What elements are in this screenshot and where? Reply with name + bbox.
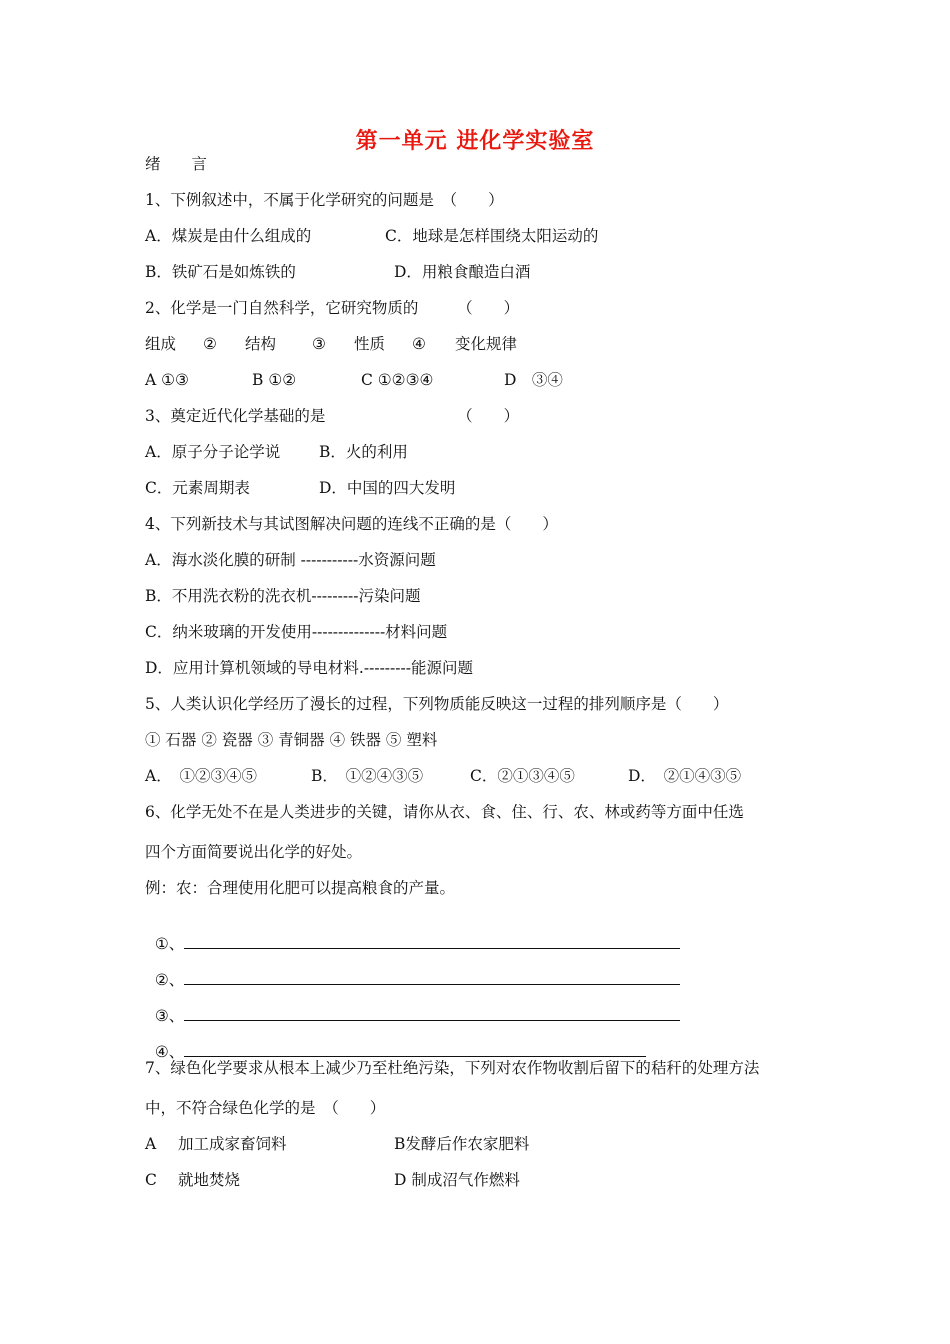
- question-5-stem: 5、人类认识化学经历了漫长的过程，下列物质能反映这一过程的排列顺序是（ ）: [145, 695, 729, 713]
- question-4-option-a: A．海水淡化膜的研制 -----------水资源问题: [145, 551, 436, 569]
- question-3-option-b: B．火的利用: [319, 443, 408, 461]
- question-7-option-b: B发酵后作农家肥料: [394, 1135, 530, 1153]
- page-title: 第一单元 进化学实验室: [355, 129, 595, 154]
- question-2-item: 性质: [354, 335, 386, 353]
- answer-line-4[interactable]: [145, 1022, 646, 1062]
- question-2-item: ④: [412, 335, 426, 353]
- question-1-option-c: C．地球是怎样围绕太阳运动的: [385, 227, 599, 245]
- question-1-option-d: D．用粮食酿造白酒: [394, 263, 531, 281]
- question-5-option-a: A． ①②③④⑤: [145, 767, 257, 785]
- question-5-items: ① 石器 ② 瓷器 ③ 青铜器 ④ 铁器 ⑤ 塑料: [145, 731, 438, 749]
- question-7-option-c: 就地焚烧: [178, 1171, 241, 1189]
- question-4-option-c: C．纳米玻璃的开发使用--------------材料问题: [145, 623, 448, 641]
- answer-blank[interactable]: [184, 1042, 646, 1057]
- question-2-option-c: C ①②③④: [361, 371, 434, 389]
- question-7-option-d: D 制成沼气作燃料: [394, 1171, 520, 1189]
- question-7-stem: 7、绿色化学要求从根本上减少乃至杜绝污染，下列对农作物收割后留下的秸秆的处理方法: [145, 1059, 760, 1077]
- question-5-option-d: D． ②①④③⑤: [628, 767, 742, 785]
- section-heading: 绪 言: [145, 155, 208, 173]
- question-3-option-a: A．原子分子论学说: [145, 443, 281, 461]
- question-4-option-b: B．不用洗衣粉的洗衣机---------污染问题: [145, 587, 421, 605]
- question-2-item: ③: [312, 335, 326, 353]
- question-3-stem: 3、奠定近代化学基础的是 （ ）: [145, 407, 520, 425]
- question-2-item: 变化规律: [455, 335, 518, 353]
- question-6-example: 例：农：合理使用化肥可以提高粮食的产量。: [145, 879, 456, 897]
- answer-line-1[interactable]: [145, 914, 680, 954]
- answer-line-label: ②、: [154, 971, 185, 989]
- answer-blank[interactable]: [184, 970, 680, 985]
- question-4-option-d: D．应用计算机领域的导电材料.---------能源问题: [145, 659, 473, 677]
- question-5-option-c: C．②①③④⑤: [470, 767, 575, 785]
- question-3-option-d: D．中国的四大发明: [319, 479, 456, 497]
- question-5-option-b: B． ①②④③⑤: [311, 767, 424, 785]
- question-7-option-c-letter: C: [145, 1171, 157, 1189]
- question-6-stem: 6、化学无处不在是人类进步的关键，请你从衣、食、住、行、农、林或药等方面中任选: [145, 803, 744, 821]
- question-7-stem-continued: 中，不符合绿色化学的是 （ ）: [145, 1099, 386, 1117]
- question-1-option-b: B．铁矿石是如炼铁的: [145, 263, 296, 281]
- question-2-item: ②: [203, 335, 217, 353]
- question-2-item: 结构: [245, 335, 277, 353]
- answer-line-label: ①、: [154, 935, 185, 953]
- answer-line-2[interactable]: [145, 950, 680, 990]
- answer-line-label: ④、: [154, 1043, 185, 1061]
- answer-line-label: ③、: [154, 1007, 185, 1025]
- question-2-option-d: D ③④: [504, 371, 563, 389]
- answer-blank[interactable]: [184, 934, 680, 949]
- answer-blank[interactable]: [184, 1006, 680, 1021]
- question-4-stem: 4、下列新技术与其试图解决问题的连线不正确的是（ ）: [145, 515, 558, 533]
- question-1-stem: 1、下例叙述中，不属于化学研究的问题是 （ ）: [145, 191, 504, 209]
- question-6-stem-continued: 四个方面简要说出化学的好处。: [145, 843, 363, 861]
- question-1-option-a: A．煤炭是由什么组成的: [145, 227, 312, 245]
- question-2-item: 组成: [145, 335, 177, 353]
- question-3-option-c: C．元素周期表: [145, 479, 250, 497]
- question-7-option-a: 加工成家畜饲料: [178, 1135, 287, 1153]
- question-2-option-b: B ①②: [252, 371, 297, 389]
- answer-line-3[interactable]: [145, 986, 680, 1026]
- question-2-option-a: A ①③: [145, 371, 189, 389]
- question-2-stem: 2、化学是一门自然科学，它研究物质的 （ ）: [145, 299, 520, 317]
- question-7-option-a-letter: A: [145, 1135, 157, 1153]
